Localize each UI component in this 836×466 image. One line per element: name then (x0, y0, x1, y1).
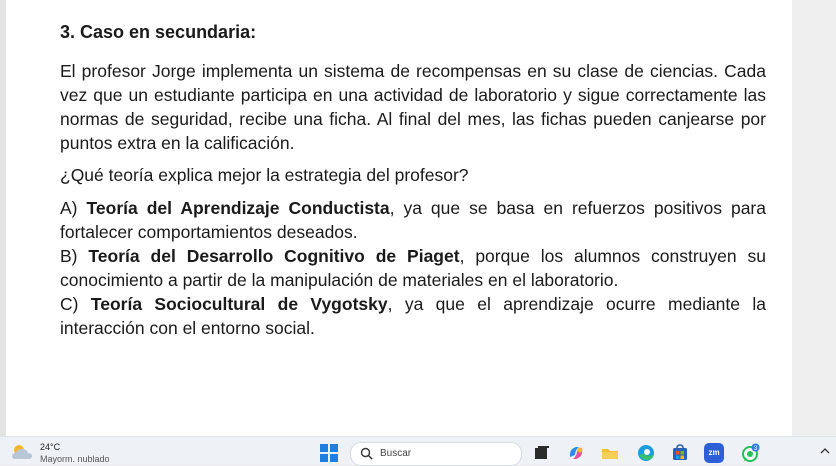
weather-icon (10, 443, 34, 461)
document-content (60, 20, 766, 340)
whatsapp-badge-count: 3 (753, 445, 758, 452)
weather-temperature: 24°C (40, 442, 61, 452)
option-a-prefix: A) (60, 198, 87, 218)
option-b-text: , porque los alumnos construyen su conocimiento a partir de la manipulación de materiales en el laboratorio. (60, 246, 766, 290)
option-b-theory: Teoría del Desarrollo Cognitivo de Piaget (88, 246, 460, 266)
option-b-prefix: B) (60, 246, 89, 266)
task-view-icon[interactable] (532, 443, 552, 463)
document-page (6, 0, 792, 436)
option-c-text: , ya que el aprendizaje ocurre mediante la interacción con el entorno social. (60, 294, 766, 338)
option-c-prefix: C) (60, 294, 91, 314)
question-text: ¿Qué teoría explica mejor la estrategia del profesor? (60, 165, 469, 185)
taskbar-search-box[interactable] (350, 442, 522, 466)
file-explorer-icon[interactable] (600, 443, 620, 463)
edge-browser-icon[interactable] (636, 443, 656, 463)
whatsapp-icon[interactable] (740, 443, 760, 463)
chevron-up-icon[interactable] (818, 444, 832, 458)
zoom-icon[interactable]: zm (704, 443, 724, 463)
search-placeholder: Buscar (380, 448, 412, 459)
microsoft-store-icon[interactable] (670, 443, 690, 463)
option-c-theory: Teoría Sociocultural de Vygotsky (90, 294, 388, 314)
search-icon (360, 447, 373, 460)
windows-start-icon[interactable] (320, 444, 338, 462)
weather-description: Mayorm. nublado (40, 454, 110, 464)
option-b (60, 244, 766, 292)
option-a-text: , ya que se basa en refuerzos positivos para fortalecer comportamientos deseados. (60, 198, 766, 242)
option-a (60, 196, 766, 244)
taskbar (0, 436, 836, 465)
copilot-icon[interactable] (566, 443, 586, 463)
option-c (60, 292, 766, 340)
option-a-theory: Teoría del Aprendizaje Conductista (86, 198, 390, 218)
window-edge-right (792, 0, 836, 436)
case-paragraph: El profesor Jorge implementa un sistema de recompensas en su clase de ciencias. Cada vez que un estudiante participa en una actividad de laboratorio y sigue correctamente las normas de seguridad, recibe una ficha. Al final del mes, las fichas pueden canjearse por puntos extra en la calificación. (60, 61, 766, 153)
case-heading: 3. Caso en secundaria: (60, 22, 257, 42)
